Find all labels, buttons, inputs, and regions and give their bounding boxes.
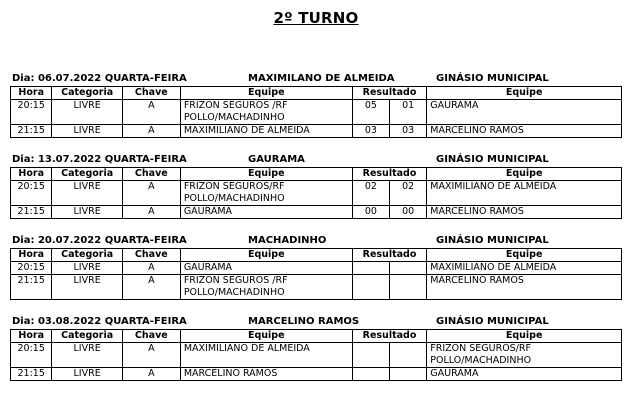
- cell-score-a: [352, 343, 389, 368]
- header-chave: Chave: [122, 249, 180, 262]
- cell-equipe-b-text: MARCELINO RAMOS: [430, 275, 524, 286]
- cell-chave-text: A: [148, 206, 155, 217]
- cell-equipe-b: [427, 206, 622, 219]
- cell-equipe-a-text: GAURAMA: [183, 206, 233, 217]
- cell-equipe-b-text: MAXIMILIANO DE ALMEIDA: [430, 181, 557, 192]
- header-equipe-2: Equipe: [427, 87, 622, 100]
- header-hora: Hora: [11, 168, 52, 181]
- cell-score-a-text: 03: [364, 125, 377, 136]
- cell-chave: [122, 100, 180, 125]
- cell-categoria-text: LIVRE: [73, 262, 101, 273]
- header-chave: Chave: [122, 87, 180, 100]
- cell-equipe-a: [180, 206, 352, 219]
- day-venue: GINÁSIO MUNICIPAL: [436, 154, 549, 165]
- cell-chave-text: A: [148, 275, 155, 286]
- cell-score-a: [352, 275, 389, 300]
- cell-score-b: [390, 343, 427, 368]
- cell-score-b: [390, 368, 427, 381]
- day-date: Dia: 06.07.2022 QUARTA-FEIRA: [12, 73, 187, 84]
- cell-chave: [122, 262, 180, 275]
- table-row: [11, 262, 622, 275]
- header-categoria: Categoria: [52, 249, 122, 262]
- cell-score-a: [352, 368, 389, 381]
- day-venue: GINÁSIO MUNICIPAL: [436, 316, 549, 327]
- table-row: [11, 181, 622, 206]
- table-header-row: [11, 249, 622, 262]
- cell-equipe-a: [180, 181, 352, 206]
- cell-categoria-text: LIVRE: [73, 206, 101, 217]
- cell-hora-text: 20:15: [17, 343, 45, 354]
- header-resultado: Resultado: [352, 249, 427, 262]
- cell-equipe-b: [427, 275, 622, 300]
- cell-equipe-b-text: FRIZON SEGUROS/RF: [430, 343, 531, 354]
- cell-equipe-a-text-line2: POLLO/MACHADINHO: [183, 287, 285, 298]
- cell-hora-text: 20:15: [17, 181, 45, 192]
- cell-score-a: [352, 181, 389, 206]
- cell-equipe-a-text: MAXIMILIANO DE ALMEIDA: [183, 343, 310, 354]
- day-venue: GINÁSIO MUNICIPAL: [436, 235, 549, 246]
- cell-hora: [11, 125, 52, 138]
- cell-score-a-text: 02: [364, 181, 377, 192]
- cell-equipe-b: [427, 181, 622, 206]
- table-header-row: [11, 330, 622, 343]
- cell-categoria-text: LIVRE: [73, 125, 101, 136]
- cell-score-b-text: 03: [402, 125, 415, 136]
- cell-equipe-b-text: GAURAMA: [430, 100, 479, 111]
- cell-equipe-a: [180, 100, 352, 125]
- cell-hora: [11, 181, 52, 206]
- cell-equipe-b: [427, 368, 622, 381]
- cell-equipe-a-text: GAURAMA: [183, 262, 233, 273]
- cell-score-b: [390, 100, 427, 125]
- header-equipe-2: Equipe: [427, 168, 622, 181]
- cell-equipe-a-text: FRIZON SEGUROS /RF: [183, 100, 288, 111]
- cell-chave-text: A: [148, 368, 155, 379]
- table-row: [11, 206, 622, 219]
- day-host-city: MARCELINO RAMOS: [248, 316, 360, 327]
- header-categoria: Categoria: [52, 168, 122, 181]
- cell-equipe-a-text-line2: POLLO/MACHADINHO: [183, 193, 285, 204]
- cell-chave-text: A: [148, 343, 155, 354]
- games-table: [10, 329, 622, 381]
- cell-hora: [11, 262, 52, 275]
- cell-hora: [11, 206, 52, 219]
- cell-chave-text: A: [148, 181, 155, 192]
- cell-equipe-b-text: MARCELINO RAMOS: [430, 206, 524, 217]
- cell-equipe-b-text: MARCELINO RAMOS: [430, 125, 524, 136]
- cell-hora-text: 21:15: [17, 125, 45, 136]
- cell-chave: [122, 181, 180, 206]
- cell-categoria: [52, 343, 122, 368]
- day-date: Dia: 20.07.2022 QUARTA-FEIRA: [12, 235, 187, 246]
- header-equipe-2: Equipe: [427, 249, 622, 262]
- table-header-row: [11, 168, 622, 181]
- cell-categoria: [52, 275, 122, 300]
- games-table: [10, 248, 622, 300]
- cell-equipe-b: [427, 343, 622, 368]
- day-block: [10, 316, 622, 381]
- table-row: [11, 368, 622, 381]
- day-block: [10, 154, 622, 219]
- cell-equipe-a: [180, 262, 352, 275]
- cell-equipe-a-text: MARCELINO RAMOS: [183, 368, 278, 379]
- header-categoria: Categoria: [52, 87, 122, 100]
- cell-categoria: [52, 100, 122, 125]
- header-equipe: Equipe: [180, 87, 352, 100]
- games-table: [10, 86, 622, 138]
- cell-hora: [11, 368, 52, 381]
- table-row: [11, 343, 622, 368]
- table-row: [11, 125, 622, 138]
- day-block: [10, 235, 622, 300]
- day-block: [10, 73, 622, 138]
- cell-hora-text: 21:15: [17, 368, 45, 379]
- header-equipe: Equipe: [180, 168, 352, 181]
- cell-chave: [122, 206, 180, 219]
- cell-equipe-a: [180, 368, 352, 381]
- cell-chave-text: A: [148, 262, 155, 273]
- cell-score-b: [390, 125, 427, 138]
- header-chave: Chave: [122, 330, 180, 343]
- cell-equipe-b: [427, 100, 622, 125]
- header-hora: Hora: [11, 249, 52, 262]
- day-header: [10, 316, 622, 329]
- cell-score-b: [390, 181, 427, 206]
- cell-equipe-a-text-line2: POLLO/MACHADINHO: [183, 112, 285, 123]
- cell-hora: [11, 275, 52, 300]
- cell-equipe-a-text: FRIZON SEGUROS/RF: [183, 181, 285, 192]
- cell-equipe-b-text-line2: POLLO/MACHADINHO: [430, 355, 532, 366]
- cell-categoria: [52, 262, 122, 275]
- cell-score-a-text: 05: [364, 100, 377, 111]
- cell-score-a: [352, 100, 389, 125]
- cell-categoria: [52, 368, 122, 381]
- cell-hora-text: 21:15: [17, 275, 45, 286]
- cell-hora-text: 20:15: [17, 262, 45, 273]
- header-resultado: Resultado: [352, 330, 427, 343]
- cell-score-b: [390, 206, 427, 219]
- page-title: 2º TURNO: [273, 9, 359, 27]
- header-hora: Hora: [11, 330, 52, 343]
- cell-categoria-text: LIVRE: [73, 275, 101, 286]
- games-table: [10, 167, 622, 219]
- cell-score-b-text: 01: [402, 100, 415, 111]
- table-header-row: [11, 87, 622, 100]
- cell-categoria: [52, 206, 122, 219]
- cell-categoria: [52, 181, 122, 206]
- cell-equipe-b-text: GAURAMA: [430, 368, 479, 379]
- cell-equipe-a: [180, 343, 352, 368]
- cell-hora-text: 21:15: [17, 206, 45, 217]
- day-date: Dia: 13.07.2022 QUARTA-FEIRA: [12, 154, 187, 165]
- cell-categoria-text: LIVRE: [73, 368, 101, 379]
- day-host-city: MACHADINHO: [248, 235, 327, 246]
- day-header: [10, 235, 622, 248]
- cell-score-a: [352, 262, 389, 275]
- cell-chave-text: A: [148, 100, 155, 111]
- cell-equipe-b: [427, 262, 622, 275]
- cell-score-a: [352, 206, 389, 219]
- header-equipe: Equipe: [180, 330, 352, 343]
- table-row: [11, 100, 622, 125]
- cell-score-a-text: 00: [364, 206, 377, 217]
- cell-equipe-a-text: MAXIMILIANO DE ALMEIDA: [183, 125, 310, 136]
- cell-score-b: [390, 275, 427, 300]
- day-header: [10, 73, 622, 86]
- cell-score-b-text: 02: [402, 181, 415, 192]
- day-host-city: GAURAMA: [248, 154, 305, 165]
- table-row: [11, 275, 622, 300]
- day-date: Dia: 03.08.2022 QUARTA-FEIRA: [12, 316, 187, 327]
- cell-categoria: [52, 125, 122, 138]
- cell-hora: [11, 343, 52, 368]
- header-categoria: Categoria: [52, 330, 122, 343]
- cell-hora-text: 20:15: [17, 100, 45, 111]
- day-host-city: MAXIMILANO DE ALMEIDA: [248, 73, 395, 84]
- header-equipe: Equipe: [180, 249, 352, 262]
- cell-categoria-text: LIVRE: [73, 181, 101, 192]
- cell-chave: [122, 368, 180, 381]
- cell-score-b: [390, 262, 427, 275]
- cell-chave-text: A: [148, 125, 155, 136]
- cell-categoria-text: LIVRE: [73, 343, 101, 354]
- cell-score-b-text: 00: [402, 206, 415, 217]
- cell-chave: [122, 275, 180, 300]
- day-header: [10, 154, 622, 167]
- cell-chave: [122, 343, 180, 368]
- header-hora: Hora: [11, 87, 52, 100]
- header-equipe-2: Equipe: [427, 330, 622, 343]
- cell-equipe-a: [180, 275, 352, 300]
- cell-equipe-b-text: MAXIMILIANO DE ALMEIDA: [430, 262, 557, 273]
- cell-chave: [122, 125, 180, 138]
- header-resultado: Resultado: [352, 87, 427, 100]
- cell-categoria-text: LIVRE: [73, 100, 101, 111]
- cell-score-a: [352, 125, 389, 138]
- day-venue: GINÁSIO MUNICIPAL: [436, 73, 549, 84]
- header-chave: Chave: [122, 168, 180, 181]
- cell-hora: [11, 100, 52, 125]
- cell-equipe-b: [427, 125, 622, 138]
- header-resultado: Resultado: [352, 168, 427, 181]
- cell-equipe-a-text: FRIZON SEGUROS /RF: [183, 275, 288, 286]
- cell-equipe-a: [180, 125, 352, 138]
